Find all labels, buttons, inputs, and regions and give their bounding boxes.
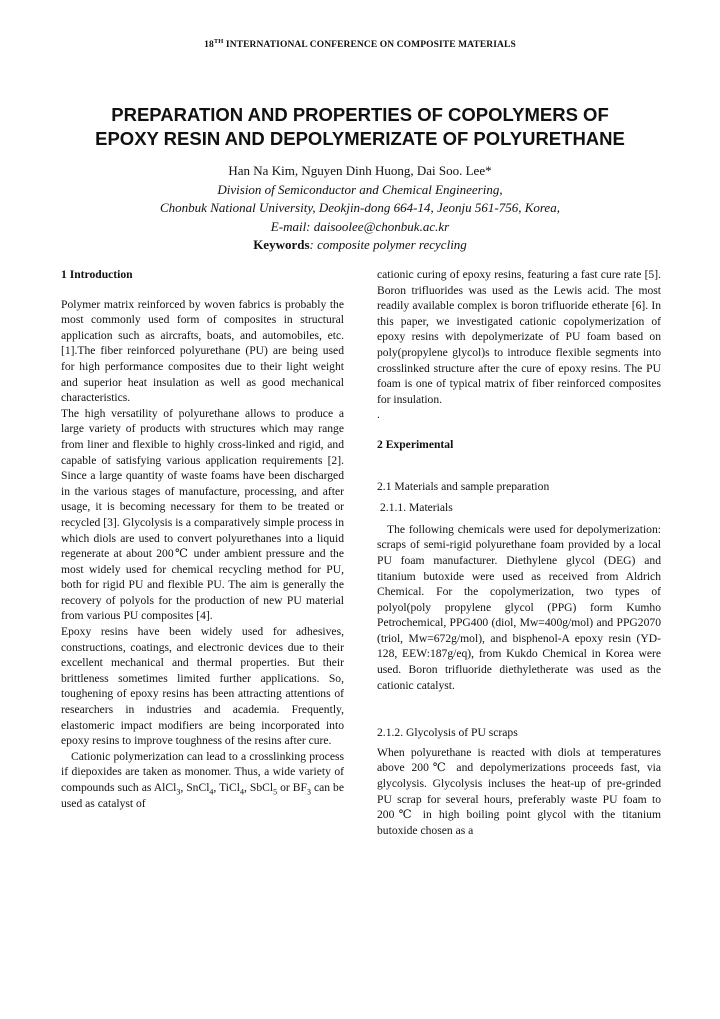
p4-text: , TiCl — [213, 781, 240, 794]
intro-paragraph-1: Polymer matrix reinforced by woven fabrics is probably the most commonly used form of composites in structural application such as aircrafts, boats, and automobiles, etc. [1].The fiber reinforced polyurethane (PU) are being used for high performance composites due to their light weight and superior heat insulation as well as good mechanical characteristics. — [61, 297, 344, 405]
subsubsection-heading-materials: 2.1.1. Materials — [380, 501, 453, 515]
spacer — [377, 693, 661, 725]
section-heading-introduction: 1 Introduction — [61, 268, 133, 281]
intro-paragraph-2: The high versatility of polyurethane allows to produce a large variety of products with structures which may range from liner and flexible to highly cross-linked and rigid, and capable of satisfying various application requirements [2]. Since a large quantity of waste foams have been discharged in the various stages of manufacture, processing, and after usage, it is becoming necessary for them to be treated or recycled [3]. Glycolysis is a comparatively simple process in which diols are used to convert polyurethanes into a liquid regenerate at about 200℃ under ambient pressure and the most widely used for chemical recycling method for PU, both for rigid PU and flexible PU. The aim is generally the recovery of polyols for the production of new PU material from various PU composites [4]. — [61, 406, 344, 623]
materials-paragraph: The following chemicals were used for depolymerization: scraps of semi-rigid polyurethane foam provided by a local PU foam manufacturer. Diethylene glycol (DEG) and titanium butoxide were used as received from Aldrich Chemical. For the copolymerization, two types of polyol(poly propylene glycol (PPG) form Kumho Petrochemical, PPG400 (diol, Mw=400g/mol) and PPG2070 (triol, Mw=672g/mol), and bisphenol-A epoxy resin (YD-128, EEW:187g/eq), from Kukdo Chemical in Korea were used. Boron trifluoride diethyletherate was used as the cationic catalyst. — [377, 522, 661, 692]
subsubsection-heading-glycolysis: 2.1.2. Glycolysis of PU scraps — [377, 726, 518, 740]
p4-text-start: Cationic polymerization can lead to a crosslinking process if diepoxides are taken as monomer. Thus, a wide variety of compounds such as AlCl — [61, 749, 344, 794]
subscript: 4 — [209, 787, 214, 797]
author-names: Han Na Kim, Nguyen Dinh Huong, Dai Soo. Lee* — [228, 163, 492, 178]
subscript: 4 — [239, 787, 244, 797]
p4-text-end: can be used as catalyst of — [61, 781, 344, 810]
keywords-label: Keywords — [253, 237, 310, 252]
keywords-value: : composite polymer recycling — [309, 237, 467, 252]
author-email: E-mail: daisoolee@chonbuk.ac.kr — [270, 218, 450, 234]
right-column — [377, 267, 661, 838]
title-line-1: PREPARATION AND PROPERTIES OF COPOLYMERS OF — [111, 104, 609, 125]
left-column — [61, 267, 344, 811]
p4-text: or BF — [277, 781, 307, 794]
subsection-heading-materials-prep: 2.1 Materials and sample preparation — [377, 479, 550, 493]
p4-text: , SnCl — [180, 781, 210, 794]
intro-paragraph-3: Epoxy resins have been widely used for adhesives, constructions, coatings, and electronic devices due to their excellent mechanical and thermal properties. But their brittleness sometimes limited further applications. So, toughening of epoxy resins has been attracting attentions of researchers in industries and academia. Frequently, elastomeric impact modifiers are being incorporated into epoxy resins to improve toughness of the resins after cure. — [61, 625, 344, 748]
keywords-line — [0, 236, 720, 255]
spacer — [377, 453, 661, 479]
spacer — [61, 283, 344, 297]
intro-paragraph-4 — [61, 749, 344, 811]
header-ordinal: 18 — [204, 40, 214, 51]
header-ordinal-suffix: TH — [213, 38, 224, 45]
conference-header — [0, 38, 720, 50]
author-block — [0, 162, 720, 255]
affiliation-line-2: Chonbuk National University, Deokjin-dong 664-14, Jeonju 561-756, Korea, — [160, 200, 560, 215]
spacer — [377, 423, 661, 437]
p4-text: , SbCl — [243, 781, 274, 794]
glycolysis-paragraph: When polyurethane is reacted with diols at temperatures above 200℃ and depolymerizations proceeds fast, via glycolysis. Glycolysis incluses the heat-up of pre-grinded PU scrap for several hours, preferably waste PU foam to 200℃ in high boiling point glycol with the titanium butoxide chosen as a — [377, 745, 661, 837]
subscript: 3 — [306, 787, 311, 797]
subscript: 3 — [176, 787, 181, 797]
intro-paragraph-continued: cationic curing of epoxy resins, featuring a fast cure rate [5]. Boron trifluorides was used as the Lewis acid. The most readily available complex is boron trifluoride etherate [6]. In this paper, we investigated cationic copolymerization of epoxy resins with depolymerizate of PU foam based on poly(propylene glycol)s to introduce flexible segments into crosslinked structure after the cure of epoxy resins. The PU foam is one of typical matrix of fiber reinforced composites for insulation. — [377, 268, 661, 406]
affiliation-line-1: Division of Semiconductor and Chemical Engineering, — [217, 181, 503, 197]
header-text: INTERNATIONAL CONFERENCE ON COMPOSITE MATERIALS — [223, 40, 516, 51]
section-heading-experimental: 2 Experimental — [377, 437, 454, 451]
paper-title — [40, 103, 680, 151]
title-line-2: EPOXY RESIN AND DEPOLYMERIZATE OF POLYURETHANE — [95, 128, 625, 149]
stray-dot: . — [377, 408, 380, 422]
subscript: 5 — [273, 787, 278, 797]
